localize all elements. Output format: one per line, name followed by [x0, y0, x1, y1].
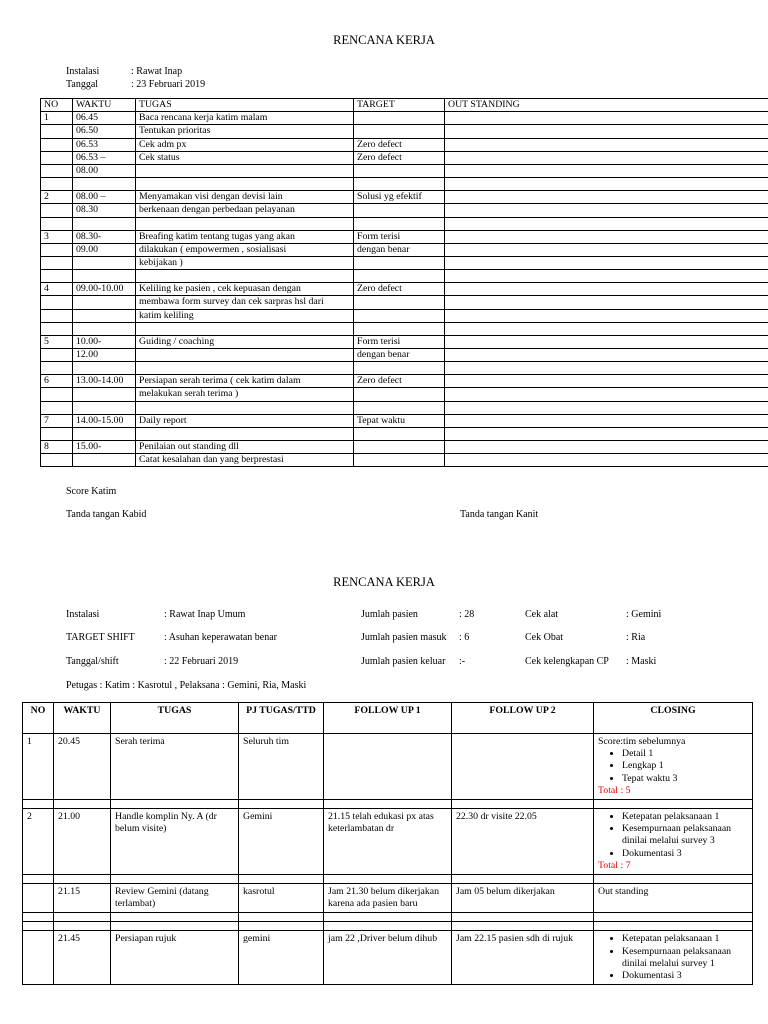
cell-out-standing [445, 230, 768, 243]
cell-out-standing [445, 112, 768, 125]
cell-target: Form terisi [354, 230, 445, 243]
cell-out-standing [445, 440, 768, 453]
cell-tugas [136, 427, 354, 440]
header-waktu: WAKTU [54, 703, 111, 734]
table-row [41, 401, 768, 414]
cell-target [354, 165, 445, 178]
cell-target [354, 270, 445, 283]
spacer-cell [54, 875, 111, 884]
cell-out-standing [445, 125, 768, 138]
table-row [41, 204, 768, 217]
cell-waktu [73, 454, 136, 467]
cell-no [41, 349, 73, 362]
cell-waktu: 06.53 – [73, 151, 136, 164]
table-row [41, 243, 768, 256]
cell-target: Tepat waktu [354, 414, 445, 427]
table-row [41, 414, 768, 427]
doc1-instalasi-value: : Rawat Inap [131, 66, 183, 77]
cell-waktu [73, 257, 136, 270]
table-row [41, 349, 768, 362]
cell-pj-tugas: kasrotul [239, 884, 324, 913]
cell-target: dengan benar [354, 243, 445, 256]
closing-item: • Kesempurnaan pelaksanaan dinilai melalui survey 1 [622, 946, 748, 970]
spacer-cell [23, 913, 54, 922]
cell-waktu [73, 270, 136, 283]
cell-follow-up-2: 22.30 dr visite 22.05 [452, 809, 594, 875]
table-row [23, 809, 753, 875]
cell-tugas: Persiapan serah terima ( cek katim dalam [136, 375, 354, 388]
cell-pj-tugas: Gemini [239, 809, 324, 875]
cell-out-standing [445, 388, 768, 401]
header-no: NO [41, 99, 73, 112]
table-row [41, 388, 768, 401]
cell-tugas [136, 362, 354, 375]
table-row [41, 375, 768, 388]
closing-item: • Ketepatan pelaksanaan 1 [622, 811, 748, 823]
closing-item: • Lengkap 1 [622, 760, 748, 772]
jumlah-pasien-keluar-value: :- [459, 656, 466, 667]
cell-out-standing [445, 151, 768, 164]
score-katim: Score Katim [66, 486, 117, 497]
closing-list [598, 748, 748, 785]
doc1-instalasi-label: Instalasi [66, 66, 100, 77]
cell-waktu [73, 178, 136, 191]
cell-tugas: Breafing katim tentang tugas yang akan [136, 230, 354, 243]
closing-list [598, 933, 748, 982]
cell-no [41, 151, 73, 164]
cell-tugas: Persiapan rujuk [111, 931, 239, 985]
cell-no [41, 427, 73, 440]
table-row [23, 734, 753, 800]
cell-no: 6 [41, 375, 73, 388]
cell-out-standing [445, 427, 768, 440]
spacer-cell [23, 922, 54, 931]
cell-out-standing [445, 178, 768, 191]
cell-waktu [73, 388, 136, 401]
spacer-cell [111, 913, 239, 922]
cell-tugas: Penilaian out standing dll [136, 440, 354, 453]
cell-no [41, 217, 73, 230]
cell-waktu: 08.00 – [73, 191, 136, 204]
cell-waktu: 14.00-15.00 [73, 414, 136, 427]
cek-obat-value: : Ria [626, 632, 646, 643]
cell-tugas: Cek adm px [136, 138, 354, 151]
cell-no [41, 388, 73, 401]
table-row [41, 322, 768, 335]
table-row [41, 440, 768, 453]
cell-target [354, 401, 445, 414]
cell-waktu: 13.00-14.00 [73, 375, 136, 388]
cell-no: 3 [41, 230, 73, 243]
cell-waktu: 20.45 [54, 734, 111, 800]
cell-no: 8 [41, 440, 73, 453]
spacer-cell [594, 875, 753, 884]
header-no: NO [23, 703, 54, 734]
cell-out-standing [445, 283, 768, 296]
table-row [23, 931, 753, 985]
cell-no [41, 138, 73, 151]
cell-waktu: 06.45 [73, 112, 136, 125]
cell-tugas [136, 217, 354, 230]
cell-tugas: Keliling ke pasien , cek kepuasan dengan [136, 283, 354, 296]
cell-no [41, 296, 73, 309]
header-follow-up-1: FOLLOW UP 1 [324, 703, 452, 734]
table-row [41, 309, 768, 322]
cell-follow-up-1: jam 22 ,Driver belum dihub [324, 931, 452, 985]
header-pj-tugas: PJ TUGAS/TTD [239, 703, 324, 734]
cell-target [354, 427, 445, 440]
cell-waktu: 15.00- [73, 440, 136, 453]
closing-text: Out standing [598, 886, 649, 898]
header-tugas: TUGAS [111, 703, 239, 734]
table-row [41, 125, 768, 138]
spacer-cell [594, 913, 753, 922]
jumlah-pasien-masuk-value: : 6 [459, 632, 470, 643]
cell-out-standing [445, 335, 768, 348]
cell-no [41, 204, 73, 217]
cell-no: 7 [41, 414, 73, 427]
cell-tugas: Serah terima [111, 734, 239, 800]
cell-no: 2 [23, 809, 54, 875]
doc1-tanggal-value: : 23 Februari 2019 [131, 79, 206, 90]
target-shift-value: : Asuhan keperawatan benar [164, 632, 278, 643]
cell-out-standing [445, 414, 768, 427]
cell-target [354, 388, 445, 401]
cell-waktu: 09.00 [73, 243, 136, 256]
cell-target [354, 125, 445, 138]
cell-target: Zero defect [354, 151, 445, 164]
cell-follow-up-2 [452, 734, 594, 800]
spacer-row [23, 913, 753, 922]
closing-item: • Dokumentasi 3 [622, 848, 748, 860]
target-shift-label: TARGET SHIFT [66, 632, 135, 643]
tanggal-shift-label: Tanggal/shift [66, 656, 119, 667]
spacer-cell [452, 922, 594, 931]
closing-item: • Ketepatan pelaksanaan 1 [622, 933, 748, 945]
cell-tugas [136, 349, 354, 362]
cell-waktu [73, 296, 136, 309]
cell-target [354, 204, 445, 217]
cell-target [354, 454, 445, 467]
cell-tugas [136, 401, 354, 414]
cell-out-standing [445, 243, 768, 256]
cell-no [41, 243, 73, 256]
cell-no [41, 125, 73, 138]
closing-list [598, 811, 748, 860]
cell-no: 1 [41, 112, 73, 125]
spacer-cell [594, 922, 753, 931]
doc1-task-table [40, 98, 768, 467]
cell-pj-tugas: gemini [239, 931, 324, 985]
cell-closing [594, 931, 753, 985]
table-header-row [41, 99, 768, 112]
table-row [41, 191, 768, 204]
sign-kabid: Tanda tangan Kabid [66, 509, 147, 520]
cell-tugas: berkenaan dengan perbedaan pelayanan [136, 204, 354, 217]
spacer-row [23, 875, 753, 884]
cell-out-standing [445, 191, 768, 204]
cell-out-standing [445, 165, 768, 178]
doc1-title: RENCANA KERJA [333, 33, 435, 47]
table-row [41, 151, 768, 164]
cell-no: 1 [23, 734, 54, 800]
cell-tugas [136, 270, 354, 283]
cell-no [41, 257, 73, 270]
cek-obat-label: Cek Obat [525, 632, 564, 643]
spacer-cell [239, 922, 324, 931]
cell-tugas: Review Gemini (datang terlambat) [111, 884, 239, 913]
spacer-cell [239, 913, 324, 922]
cell-tugas: Tentukan prioritas [136, 125, 354, 138]
cell-tugas: Guiding / coaching [136, 335, 354, 348]
cell-no: 4 [41, 283, 73, 296]
cell-tugas [136, 165, 354, 178]
cell-tugas: dilakukan ( empowermen , sosialisasi [136, 243, 354, 256]
cek-cp-value: : Maski [626, 656, 657, 667]
cell-target [354, 309, 445, 322]
cell-tugas: Cek status [136, 151, 354, 164]
cell-waktu [73, 362, 136, 375]
spacer-cell [324, 922, 452, 931]
closing-item: • Kesempurnaan pelaksanaan dinilai melalui survey 3 [622, 823, 748, 847]
spacer-cell [23, 875, 54, 884]
spacer-cell [452, 800, 594, 809]
cell-follow-up-2: Jam 05 belum dikerjakan [452, 884, 594, 913]
table-row [41, 270, 768, 283]
cek-alat-label: Cek alat [525, 609, 559, 620]
cell-tugas [136, 322, 354, 335]
table-row [23, 884, 753, 913]
spacer-cell [54, 922, 111, 931]
cell-target [354, 296, 445, 309]
closing-total: Total : 5 [598, 784, 631, 796]
cell-follow-up-1: 21.15 telah edukasi px atas keterlambatan dr [324, 809, 452, 875]
cell-out-standing [445, 322, 768, 335]
header-closing: CLOSING [594, 703, 753, 734]
jumlah-pasien-label: Jumlah pasien [361, 609, 418, 620]
cell-out-standing [445, 257, 768, 270]
spacer-cell [324, 800, 452, 809]
cell-no [23, 884, 54, 913]
cell-out-standing [445, 270, 768, 283]
cek-cp-label: Cek kelengkapan CP [525, 656, 609, 667]
cell-waktu [73, 309, 136, 322]
cell-waktu: 21.00 [54, 809, 111, 875]
spacer-row [23, 922, 753, 931]
jumlah-pasien-masuk-label: Jumlah pasien masuk [361, 632, 447, 643]
cell-tugas [136, 178, 354, 191]
closing-item: • Detail 1 [622, 748, 748, 760]
sign-kanit: Tanda tangan Kanit [460, 509, 539, 520]
cell-waktu: 06.53 [73, 138, 136, 151]
cell-out-standing [445, 204, 768, 217]
cell-tugas: Baca rencana kerja katim malam [136, 112, 354, 125]
cell-waktu: 21.15 [54, 884, 111, 913]
cell-closing [594, 884, 753, 913]
table-row [41, 112, 768, 125]
spacer-cell [239, 800, 324, 809]
table-row [41, 257, 768, 270]
cell-target: dengan benar [354, 349, 445, 362]
doc2-title: RENCANA KERJA [333, 575, 435, 589]
cell-target [354, 217, 445, 230]
cell-no [41, 362, 73, 375]
cell-target [354, 440, 445, 453]
cell-target [354, 362, 445, 375]
cell-target [354, 178, 445, 191]
table-row [41, 362, 768, 375]
table-row [41, 217, 768, 230]
cell-closing [594, 809, 753, 875]
header-out-standing: OUT STANDING [445, 99, 768, 112]
cell-target [354, 112, 445, 125]
table-row [41, 230, 768, 243]
cell-out-standing [445, 401, 768, 414]
doc2-instalasi-label: Instalasi [66, 609, 100, 620]
cell-waktu: 09.00-10.00 [73, 283, 136, 296]
table-row [41, 454, 768, 467]
table-row [41, 138, 768, 151]
cell-no [41, 322, 73, 335]
petugas-line: Petugas : Katim : Kasrotul , Pelaksana : Gemini, Ria, Maski [66, 680, 307, 691]
cell-waktu: 08.30 [73, 204, 136, 217]
cell-waktu: 21.45 [54, 931, 111, 985]
spacer-cell [452, 875, 594, 884]
table-row [41, 178, 768, 191]
closing-total: Total : 7 [598, 859, 631, 871]
cell-tugas: Handle komplin Ny. A (dr belum visite) [111, 809, 239, 875]
cell-waktu [73, 401, 136, 414]
header-tugas: TUGAS [136, 99, 354, 112]
cell-tugas: melakukan serah terima ) [136, 388, 354, 401]
cell-target: Zero defect [354, 375, 445, 388]
cell-tugas: membawa form survey dan cek sarpras hsl dari [136, 296, 354, 309]
cell-waktu [73, 427, 136, 440]
cell-tugas: Menyamakan visi dengan devisi lain [136, 191, 354, 204]
header-target: TARGET [354, 99, 445, 112]
cell-follow-up-1: Jam 21.30 belum dikerjakan karena ada pasien baru [324, 884, 452, 913]
table-row [41, 283, 768, 296]
table-row [41, 335, 768, 348]
spacer-cell [324, 875, 452, 884]
cell-follow-up-2: Jam 22.15 pasien sdh di rujuk [452, 931, 594, 985]
table-header-row [23, 703, 753, 734]
tanggal-shift-value: : 22 Februari 2019 [164, 656, 239, 667]
cell-no [41, 270, 73, 283]
doc2-instalasi-value: : Rawat Inap Umum [164, 609, 246, 620]
cell-out-standing [445, 296, 768, 309]
cell-target [354, 322, 445, 335]
closing-text: Score:tim sebelumnya [598, 736, 686, 747]
cell-no [41, 309, 73, 322]
cell-target [354, 257, 445, 270]
closing-item: • Dokumentasi 3 [622, 970, 748, 982]
cell-out-standing [445, 309, 768, 322]
spacer-cell [54, 800, 111, 809]
spacer-cell [111, 922, 239, 931]
cell-out-standing [445, 349, 768, 362]
cell-tugas: Catat kesalahan dan yang berprestasi [136, 454, 354, 467]
cell-out-standing [445, 454, 768, 467]
table-row [41, 165, 768, 178]
cell-tugas: kebijakan ) [136, 257, 354, 270]
cell-waktu [73, 217, 136, 230]
jumlah-pasien-keluar-label: Jumlah pasien keluar [361, 656, 446, 667]
cell-no [41, 178, 73, 191]
spacer-row [23, 800, 753, 809]
spacer-cell [452, 913, 594, 922]
cell-no [23, 931, 54, 985]
cell-no: 5 [41, 335, 73, 348]
spacer-cell [594, 800, 753, 809]
cell-target: Zero defect [354, 283, 445, 296]
doc2-task-table [22, 702, 753, 985]
cell-no [41, 454, 73, 467]
spacer-cell [324, 913, 452, 922]
cell-out-standing [445, 138, 768, 151]
cell-waktu: 08.00 [73, 165, 136, 178]
cell-tugas: Daily report [136, 414, 354, 427]
cell-waktu: 08.30- [73, 230, 136, 243]
cell-closing [594, 734, 753, 800]
cell-no [41, 165, 73, 178]
cell-target: Form terisi [354, 335, 445, 348]
header-follow-up-2: FOLLOW UP 2 [452, 703, 594, 734]
spacer-cell [23, 800, 54, 809]
cell-target: Solusi yg efektif [354, 191, 445, 204]
cell-tugas: katim keliling [136, 309, 354, 322]
cell-out-standing [445, 375, 768, 388]
spacer-cell [239, 875, 324, 884]
cell-follow-up-1 [324, 734, 452, 800]
cell-pj-tugas: Seluruh tim [239, 734, 324, 800]
cell-out-standing [445, 217, 768, 230]
cell-out-standing [445, 362, 768, 375]
cell-waktu [73, 322, 136, 335]
table-row [41, 296, 768, 309]
doc1-tanggal-label: Tanggal [66, 79, 99, 90]
cek-alat-value: : Gemini [626, 609, 662, 620]
spacer-cell [111, 800, 239, 809]
jumlah-pasien-value: : 28 [459, 609, 475, 620]
spacer-cell [111, 875, 239, 884]
cell-waktu: 10.00- [73, 335, 136, 348]
cell-no [41, 401, 73, 414]
cell-no: 2 [41, 191, 73, 204]
header-waktu: WAKTU [73, 99, 136, 112]
cell-waktu: 12.00 [73, 349, 136, 362]
cell-target: Zero defect [354, 138, 445, 151]
spacer-cell [54, 913, 111, 922]
table-row [41, 427, 768, 440]
cell-waktu: 06.50 [73, 125, 136, 138]
closing-item: • Tepat waktu 3 [622, 773, 748, 785]
